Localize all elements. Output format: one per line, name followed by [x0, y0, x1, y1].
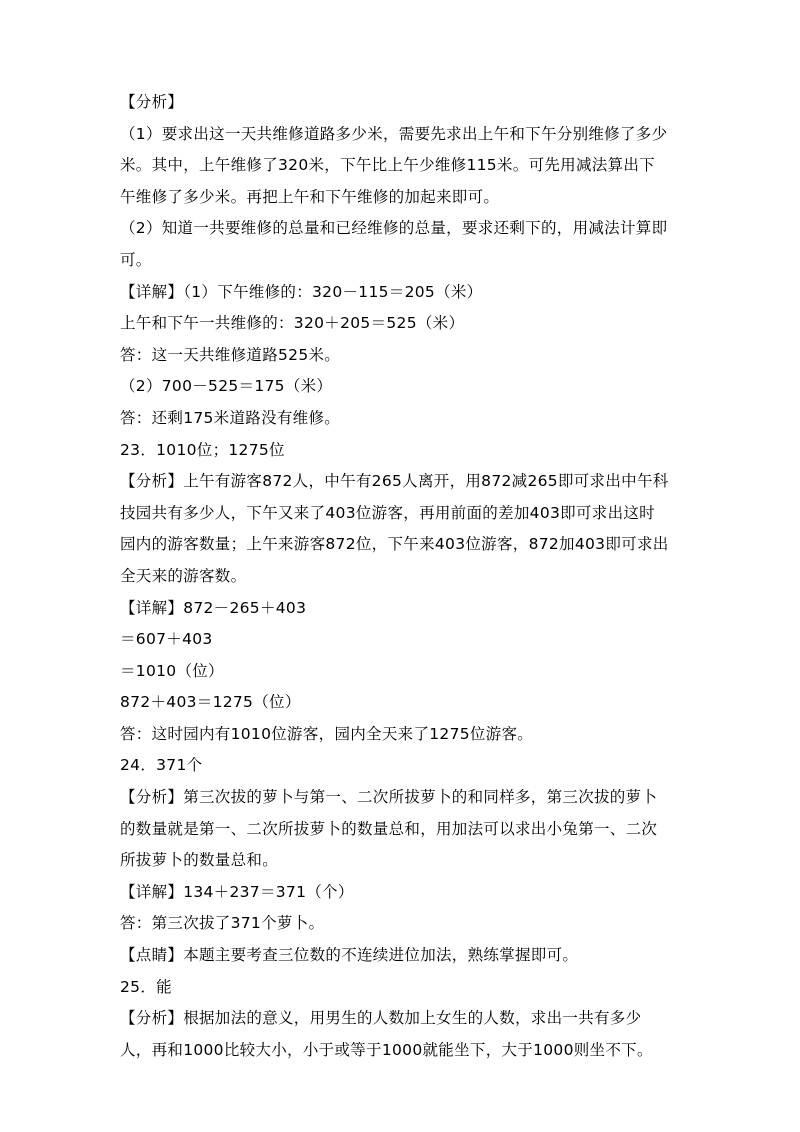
answer-line: 答：第三次拔了371个萝卜。	[120, 914, 325, 933]
question-answer-24: 24．371个	[120, 756, 203, 775]
text-line: 的数量就是第一、二次所拔萝卜的数量总和，用加法可以求出小兔第一、二次	[120, 819, 658, 838]
text-line: 午维修了多少米。再把上午和下午维修的加起来即可。	[120, 187, 500, 206]
solution-line: 【详解】872－265＋403	[120, 598, 307, 617]
answer-line: 答：还剩175米道路没有维修。	[120, 408, 341, 427]
text-line: 【分析】根据加法的意义，用男生的人数加上女生的人数，求出一共有多少	[120, 1009, 642, 1028]
text-line: 所拔萝卜的数量总和。	[120, 851, 279, 870]
solution-line: 上午和下午一共维修的：320＋205＝525（米）	[120, 314, 465, 333]
text-line: 米。其中，上午维修了320米，下午比上午少维修115米。可先用减法算出下	[120, 156, 655, 175]
solution-line: ＝1010（位）	[120, 661, 224, 680]
solution-line: 872＋403＝1275（位）	[120, 693, 301, 712]
solution-line: （2）700－525＝175（米）	[120, 377, 333, 396]
solution-line: ＝607＋403	[120, 630, 213, 649]
answer-line: 答：这时园内有1010位游客，园内全天来了1275位游客。	[120, 724, 534, 743]
text-line: 可。	[120, 250, 152, 269]
analysis-heading: 【分析】	[120, 93, 184, 111]
question-answer-25: 25．能	[120, 977, 172, 996]
document-page	[120, 93, 695, 1072]
text-line: 全天来的游客数。	[120, 566, 247, 585]
solution-line: 【详解】134＋237＝371（个）	[120, 882, 354, 901]
text-line: 人，再和1000比较大小，小于或等于1000就能坐下，大于1000则坐不下。	[120, 1040, 653, 1059]
solution-line: 【详解】（1）下午维修的：320－115＝205（米）	[120, 282, 483, 301]
text-line: （1）要求出这一天共维修道路多少米，需要先求出上午和下午分别维修了多少	[120, 124, 668, 143]
answer-line: 答：这一天共维修道路525米。	[120, 345, 341, 364]
comment-line: 【点睛】本题主要考查三位数的不连续进位加法，熟练掌握即可。	[120, 946, 579, 965]
text-line: 【分析】上午有游客872人，中午有265人离开，用872减265即可求出中午科	[120, 472, 669, 491]
question-answer-23: 23．1010位；1275位	[120, 440, 285, 459]
text-line: 园内的游客数量；上午来游客872位，下午来403位游客，872加403即可求出	[120, 535, 669, 554]
text-line: （2）知道一共要维修的总量和已经维修的总量，要求还剩下的，用减法计算即	[120, 219, 668, 238]
text-line: 【分析】第三次拔的萝卜与第一、二次所拔萝卜的和同样多，第三次拔的萝卜	[120, 788, 658, 807]
text-line: 技园共有多少人，下午又来了403位游客，再用前面的差加403即可求出这时	[120, 503, 655, 522]
